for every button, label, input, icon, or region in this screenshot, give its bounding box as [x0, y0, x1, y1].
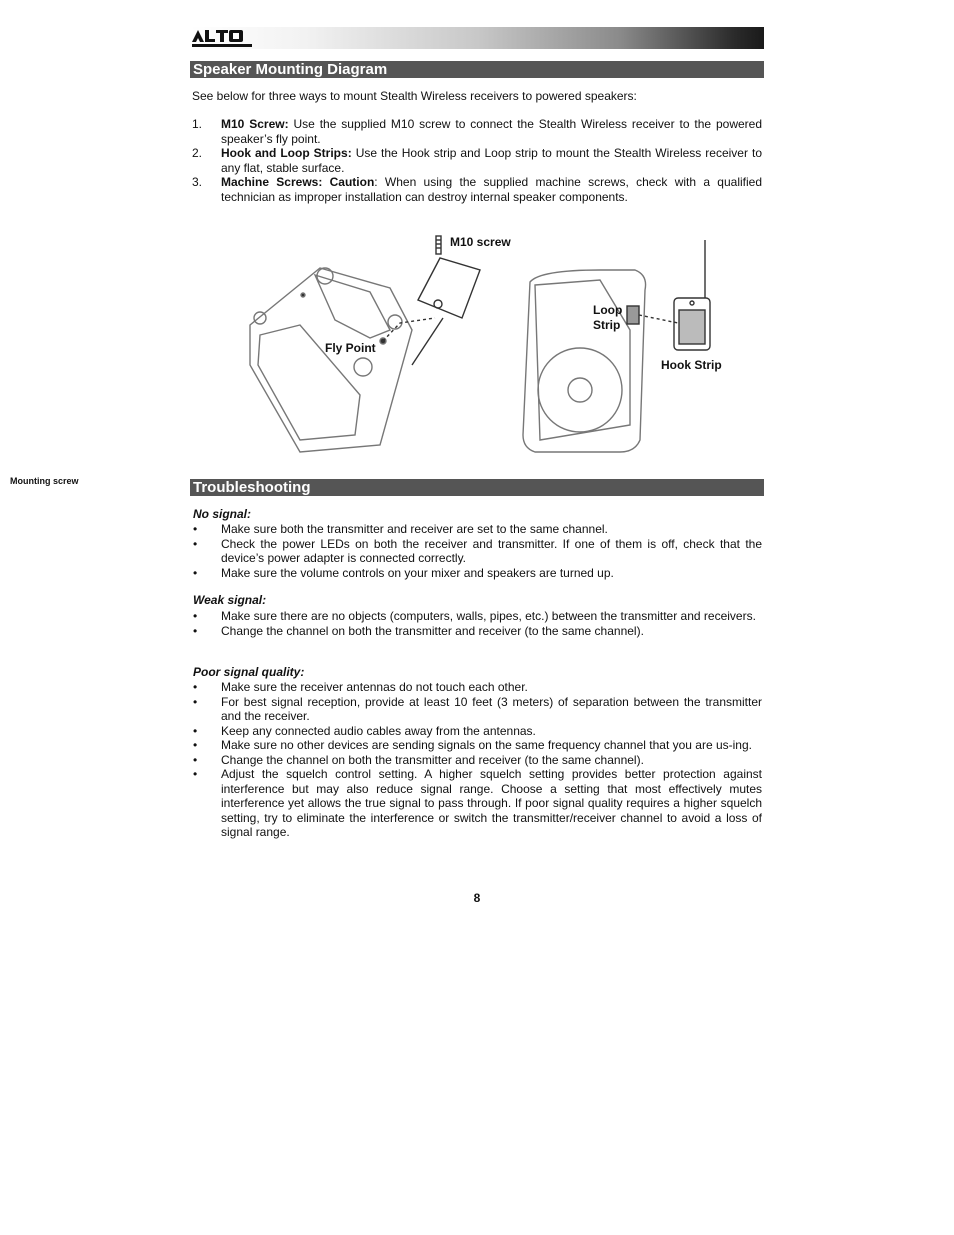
mounting-intro: See below for three ways to mount Stealth Wireless receivers to powered speakers:: [192, 89, 637, 103]
receiver-icon: [418, 258, 480, 318]
list-item: • Adjust the squelch control setting. A higher squelch setting provides better protection against interference but may also reduce signal range. Choose a setting that most effectively mutes interference yet allows the true signal to pass through. If poor signal quality requires a higher squelch setting, try to eliminate the interference or switch the transmitter/receiver channel to avoid a loss of signal range.: [193, 767, 762, 839]
list-item: • Change the channel on both the transmitter and receiver (to the same channel).: [193, 752, 644, 767]
list-item: • Check the power LEDs on both the receiver and transmitter. If one of them is off, check that the device’s power adapter is connected correctly.: [193, 536, 762, 565]
list-item: • For best signal reception, provide at least 10 feet (3 meters) of separation between the transmitter and the receiver.: [193, 694, 762, 723]
hook-strip-label: Hook Strip: [661, 358, 722, 372]
list-item: • Make sure no other devices are sending signals on the same frequency channel that you are us-ing.: [193, 738, 752, 752]
list-item: • Make sure there are no objects (computers, walls, pipes, etc.) between the transmitter and receivers.: [193, 609, 756, 623]
section-title-mounting: Speaker Mounting Diagram: [190, 61, 764, 78]
alto-logo: [192, 29, 254, 49]
fly-point-label: Fly Point: [325, 341, 376, 355]
header-gradient-bar: [190, 27, 764, 49]
speaker-bottom-view: [250, 268, 412, 452]
screw-icon: [436, 236, 441, 254]
bullet-list-weak-signal: [192, 609, 762, 638]
subheading-no-signal: No signal:: [193, 507, 252, 521]
list-item: • Make sure the volume controls on your mixer and speakers are turned up.: [193, 565, 614, 580]
side-note: Mounting screw: [10, 476, 79, 486]
bullet-list-poor-signal: [192, 680, 762, 840]
page-number: 8: [473, 891, 481, 905]
m10-screw-label: M10 screw: [450, 235, 511, 249]
mounting-diagram: [240, 230, 740, 470]
list-item: 2. Hook and Loop Strips: Use the Hook strip and Loop strip to mount the Stealth Wireless receiver to any flat, stable surface.: [192, 146, 762, 175]
hook-strip-icon: [674, 240, 710, 350]
list-item: 1. M10 Screw: Use the supplied M10 screw to connect the Stealth Wireless receiver to the powered speaker’s fly point.: [192, 117, 762, 146]
list-item: • Change the channel on both the transmitter and receiver (to the same channel).: [193, 623, 644, 638]
section-title-troubleshooting: Troubleshooting: [190, 479, 764, 496]
diagram-illustration: [240, 230, 740, 470]
list-item: 3. Machine Screws: Caution: When using the supplied machine screws, check with a qualified technician as improper installation can destroy internal speaker components.: [192, 175, 762, 204]
list-item: • Keep any connected audio cables away from the antennas.: [193, 723, 536, 738]
subheading-poor-signal: Poor signal quality:: [193, 665, 305, 679]
mounting-list: [192, 117, 762, 204]
subheading-weak-signal: Weak signal:: [193, 593, 267, 607]
speaker-front-view: [523, 270, 646, 452]
list-item: • Make sure the receiver antennas do not touch each other.: [193, 680, 528, 694]
loop-strip-label: Loop Strip: [593, 303, 623, 332]
list-item: • Make sure both the transmitter and receiver are set to the same channel.: [193, 522, 608, 536]
bullet-list-no-signal: [192, 522, 762, 580]
